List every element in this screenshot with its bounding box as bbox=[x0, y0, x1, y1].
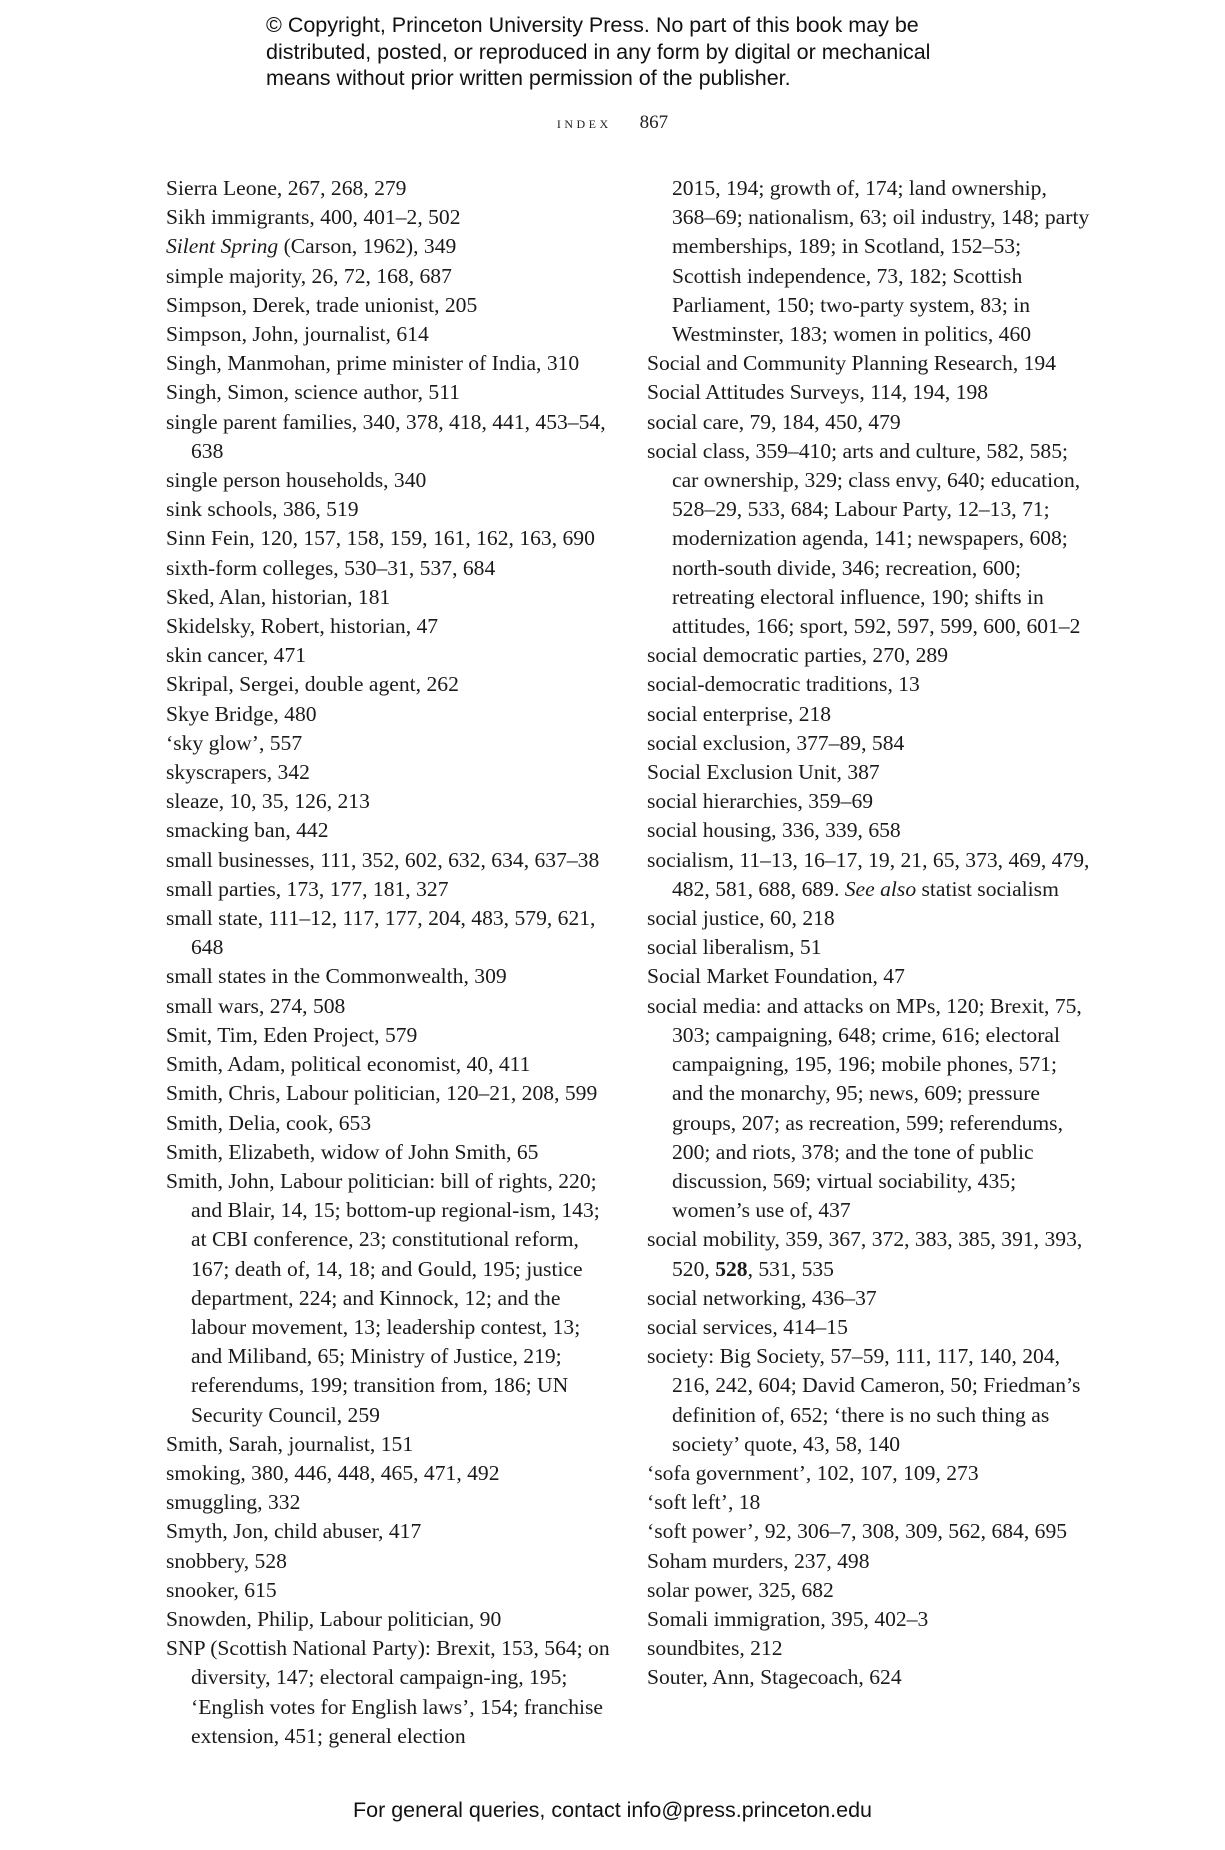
index-entry-text: soundbites, 212 bbox=[647, 1636, 783, 1661]
index-column-right bbox=[647, 174, 1092, 1693]
index-entry-text: Smith, Sarah, journalist, 151 bbox=[166, 1431, 414, 1456]
index-entry-bold-page: 528 bbox=[715, 1256, 748, 1281]
index-entry bbox=[647, 349, 1092, 378]
index-entry bbox=[166, 408, 611, 466]
index-entry-text: smuggling, 332 bbox=[166, 1490, 301, 1515]
index-entry-text: sink schools, 386, 519 bbox=[166, 497, 359, 522]
index-entry bbox=[166, 612, 611, 641]
index-entry bbox=[166, 1167, 611, 1430]
index-entry-text: small states in the Commonwealth, 309 bbox=[166, 964, 507, 989]
index-entry-text: small parties, 173, 177, 181, 327 bbox=[166, 876, 449, 901]
index-entry-text: Skripal, Sergei, double agent, 262 bbox=[166, 672, 459, 697]
index-entry bbox=[647, 1547, 1092, 1576]
index-entry-text: sixth-form colleges, 530–31, 537, 684 bbox=[166, 555, 496, 580]
index-entry-text: SNP (Scottish National Party): Brexit, 153, 564; on diversity, 147; electoral campaign-ing, 195; ‘English votes for English laws’, 154; franchise extension, 451; general election bbox=[166, 1636, 610, 1748]
index-entry bbox=[647, 1517, 1092, 1546]
footer-contact: For general queries, contact info@press.princeton.edu bbox=[352, 1798, 872, 1822]
index-entry-text: Snowden, Philip, Labour politician, 90 bbox=[166, 1606, 502, 1631]
index-entry bbox=[166, 875, 611, 904]
index-entry bbox=[647, 700, 1092, 729]
index-entry-text: Smith, Delia, cook, 653 bbox=[166, 1110, 372, 1135]
index-entry bbox=[166, 670, 611, 699]
index-entry bbox=[166, 495, 611, 524]
index-entry bbox=[166, 1079, 611, 1108]
index-entry-text: ‘sofa government’, 102, 107, 109, 273 bbox=[647, 1460, 979, 1485]
index-entry bbox=[647, 758, 1092, 787]
index-entry-text: ‘sky glow’, 557 bbox=[166, 730, 303, 755]
index-entry bbox=[166, 524, 611, 553]
index-entry-text: Skidelsky, Robert, historian, 47 bbox=[166, 614, 439, 639]
index-entry bbox=[166, 1109, 611, 1138]
index-entry bbox=[647, 174, 1092, 349]
index-entry-text: solar power, 325, 682 bbox=[647, 1577, 834, 1602]
index-entry bbox=[647, 1663, 1092, 1692]
index-entry-text: single parent families, 340, 378, 418, 441, 453–54, 638 bbox=[166, 409, 606, 463]
index-entry bbox=[166, 1576, 611, 1605]
index-entry-text: smacking ban, 442 bbox=[166, 818, 329, 843]
index-entry bbox=[647, 1342, 1092, 1459]
index-entry-text: Sikh immigrants, 400, 401–2, 502 bbox=[166, 205, 461, 230]
index-entry-text: Social and Community Planning Research, 194 bbox=[647, 351, 1057, 376]
index-entry-text: 2015, 194; growth of, 174; land ownership, 368–69; nationalism, 63; oil industry, 148; party memberships, 189; in Scotland, 152–53; Scottish independence, 73, 182; Scottish Parliament, 150; two-party system, 83; in Westminster, 183; women in politics, 460 bbox=[672, 176, 1090, 347]
page-number: 867 bbox=[639, 112, 669, 133]
index-entry-text: Smith, John, Labour politician: bill of rights, 220; and Blair, 14, 15; bottom-up regional-ism, 143; at CBI conference, 23; constitutional reform, 167; death of, 14, 18; and Gould, 195; justice department, 224; and Kinnock, 12; and the labour movement, 13; leadership contest, 13; and Miliband, 65; Ministry of Justice, 219; referendums, 199; transition from, 186; UN Security Council, 259 bbox=[166, 1168, 600, 1427]
index-entry-text: social services, 414–15 bbox=[647, 1314, 848, 1339]
header-title: index bbox=[556, 113, 612, 132]
index-entry-text: small wars, 274, 508 bbox=[166, 993, 346, 1018]
index-entry-text: ‘soft left’, 18 bbox=[647, 1490, 761, 1515]
index-entry bbox=[647, 1488, 1092, 1517]
copyright-notice: © Copyright, Princeton University Press. No part of this book may be distributed, posted, or reproduced in any form by digital or mechanical means without prior written permission of the publisher. bbox=[266, 13, 931, 90]
index-entry-text: sleaze, 10, 35, 126, 213 bbox=[166, 789, 370, 814]
index-entry-text: Smyth, Jon, child abuser, 417 bbox=[166, 1519, 422, 1544]
index-entry bbox=[647, 992, 1092, 1226]
index-entry-text: snobbery, 528 bbox=[166, 1548, 287, 1573]
index-entry bbox=[166, 904, 611, 962]
index-entry-text: society: Big Society, 57–59, 111, 117, 140, 204, 216, 242, 604; David Cameron, 50; Friedman’s definition of, 652; ‘there is no such thing as society’ quote, 43, 58, 140 bbox=[647, 1344, 1081, 1456]
index-entry bbox=[166, 962, 611, 991]
index-entry-text: skyscrapers, 342 bbox=[166, 760, 310, 785]
index-entry-text: snooker, 615 bbox=[166, 1577, 277, 1602]
index-entry bbox=[647, 437, 1092, 641]
index-entry bbox=[166, 816, 611, 845]
index-entry-text: Smith, Chris, Labour politician, 120–21, 208, 599 bbox=[166, 1081, 598, 1106]
index-entry-text: Social Market Foundation, 47 bbox=[647, 964, 905, 989]
index-entry-text: social networking, 436–37 bbox=[647, 1285, 877, 1310]
index-entry bbox=[166, 700, 611, 729]
index-entry-text: social care, 79, 184, 450, 479 bbox=[647, 409, 901, 434]
index-entry-text: Skye Bridge, 480 bbox=[166, 701, 317, 726]
index-entry-text: Sked, Alan, historian, 181 bbox=[166, 584, 391, 609]
index-entry bbox=[166, 203, 611, 232]
index-entry-text: social exclusion, 377–89, 584 bbox=[647, 730, 905, 755]
index-entry bbox=[647, 846, 1092, 904]
index-entry-tail: , 531, 535 bbox=[747, 1256, 834, 1281]
index-entry-text: ‘soft power’, 92, 306–7, 308, 309, 562, 684, 695 bbox=[647, 1519, 1068, 1544]
index-entry bbox=[647, 816, 1092, 845]
index-entry-text: social hierarchies, 359–69 bbox=[647, 789, 874, 814]
index-entry bbox=[647, 904, 1092, 933]
index-entry bbox=[647, 1634, 1092, 1663]
index-entry-text: Simpson, John, journalist, 614 bbox=[166, 322, 429, 347]
index-entry-text: Sierra Leone, 267, 268, 279 bbox=[166, 176, 407, 200]
index-entry bbox=[166, 729, 611, 758]
index-entry bbox=[166, 992, 611, 1021]
index-entry bbox=[166, 1050, 611, 1079]
index-entry bbox=[166, 641, 611, 670]
index-entry-text: Simpson, Derek, trade unionist, 205 bbox=[166, 292, 478, 317]
index-entry bbox=[166, 846, 611, 875]
index-entry-text: Social Exclusion Unit, 387 bbox=[647, 760, 880, 785]
index-entry bbox=[166, 1138, 611, 1167]
index-entry-text: Social Attitudes Surveys, 114, 194, 198 bbox=[647, 380, 989, 405]
index-entry bbox=[647, 787, 1092, 816]
index-entry bbox=[166, 349, 611, 378]
index-entry-text: social liberalism, 51 bbox=[647, 935, 822, 960]
index-entry-text: Singh, Simon, science author, 511 bbox=[166, 380, 461, 405]
index-entry bbox=[166, 1517, 611, 1546]
index-entry-text: social democratic parties, 270, 289 bbox=[647, 643, 949, 668]
index-entry-text: Somali immigration, 395, 402–3 bbox=[647, 1606, 929, 1631]
index-entry-text: small businesses, 111, 352, 602, 632, 634, 637–38 bbox=[166, 847, 600, 872]
index-entry-text: (Carson, 1962), 349 bbox=[278, 234, 457, 259]
index-entry-text: skin cancer, 471 bbox=[166, 643, 307, 668]
index-entry bbox=[647, 1576, 1092, 1605]
index-entry-text: Soham murders, 237, 498 bbox=[647, 1548, 870, 1573]
index-entry-text: Souter, Ann, Stagecoach, 624 bbox=[647, 1665, 902, 1690]
index-entry bbox=[166, 1430, 611, 1459]
index-entry-text: social justice, 60, 218 bbox=[647, 906, 835, 931]
index-entry bbox=[166, 1634, 611, 1751]
index-entry-text: Singh, Manmohan, prime minister of India, 310 bbox=[166, 351, 580, 376]
index-entry bbox=[166, 1488, 611, 1517]
index-entry-text: Smith, Adam, political economist, 40, 411 bbox=[166, 1052, 531, 1077]
index-entry-text: Sinn Fein, 120, 157, 158, 159, 161, 162, 163, 690 bbox=[166, 526, 595, 551]
index-entry bbox=[647, 1605, 1092, 1634]
index-entry bbox=[166, 1605, 611, 1634]
index-column-left bbox=[166, 174, 611, 1751]
index-entry bbox=[647, 641, 1092, 670]
index-entry bbox=[166, 174, 611, 203]
index-entry bbox=[647, 1225, 1092, 1283]
index-entry-text: smoking, 380, 446, 448, 465, 471, 492 bbox=[166, 1460, 500, 1485]
index-entry bbox=[166, 466, 611, 495]
index-entry bbox=[166, 554, 611, 583]
index-entry bbox=[647, 378, 1092, 407]
index-entry bbox=[647, 408, 1092, 437]
index-entry bbox=[166, 291, 611, 320]
index-entry bbox=[647, 1284, 1092, 1313]
index-entry bbox=[166, 378, 611, 407]
index-entry-text: Smit, Tim, Eden Project, 579 bbox=[166, 1022, 418, 1047]
index-entry bbox=[647, 729, 1092, 758]
index-entry-text: small state, 111–12, 117, 177, 204, 483, 579, 621, 648 bbox=[166, 906, 596, 960]
index-entry bbox=[166, 1459, 611, 1488]
index-entry bbox=[166, 232, 611, 261]
index-entry-tail: statist socialism bbox=[916, 876, 1059, 901]
index-entry-text: social media: and attacks on MPs, 120; Brexit, 75, 303; campaigning, 648; crime, 616; electoral campaigning, 195, 196; mobile phones, 571; and the monarchy, 95; news, 609; pressure groups, 207; as recreation, 599; referendums, 200; and riots, 378; and the tone of public discussion, 569; virtual sociability, 435; women’s use of, 437 bbox=[647, 993, 1082, 1223]
index-entry bbox=[166, 262, 611, 291]
index-entry-see-also: See also bbox=[844, 876, 917, 901]
index-entry bbox=[166, 1547, 611, 1576]
index-entry bbox=[166, 583, 611, 612]
index-entry-text: social-democratic traditions, 13 bbox=[647, 672, 920, 697]
index-entry bbox=[166, 758, 611, 787]
index-entry-text: Smith, Elizabeth, widow of John Smith, 65 bbox=[166, 1139, 539, 1164]
index-entry bbox=[647, 962, 1092, 991]
index-entry bbox=[647, 933, 1092, 962]
index-entry-text: social enterprise, 218 bbox=[647, 701, 832, 726]
index-entry-text: social housing, 336, 339, 658 bbox=[647, 818, 901, 843]
running-header bbox=[0, 112, 1225, 134]
index-entry bbox=[647, 1459, 1092, 1488]
index-entry-text: social class, 359–410; arts and culture, 582, 585; car ownership, 329; class envy, 640; education, 528–29, 533, 684; Labour Party, 12–13, 71; modernization agenda, 141; newspapers, 608; north-south divide, 346; recreation, 600; retreating electoral influence, 190; shifts in attitudes, 166; sport, 592, 597, 599, 600, 601–2 bbox=[647, 438, 1081, 639]
index-entry-text: single person households, 340 bbox=[166, 468, 427, 493]
index-entry-text: socialism, 11–13, 16–17, 19, 21, 65, 373, 469, 479, 482, 581, 688, 689. bbox=[647, 847, 1090, 901]
index-entry bbox=[166, 787, 611, 816]
index-entry-text: simple majority, 26, 72, 168, 687 bbox=[166, 263, 452, 288]
index-entry-italic: Silent Spring bbox=[166, 234, 279, 259]
index-entry bbox=[647, 1313, 1092, 1342]
index-entry bbox=[166, 320, 611, 349]
index-entry bbox=[166, 1021, 611, 1050]
index-entry bbox=[647, 670, 1092, 699]
index-entry-text: social mobility, 359, 367, 372, 383, 385, 391, 393, 520, bbox=[647, 1227, 1083, 1281]
